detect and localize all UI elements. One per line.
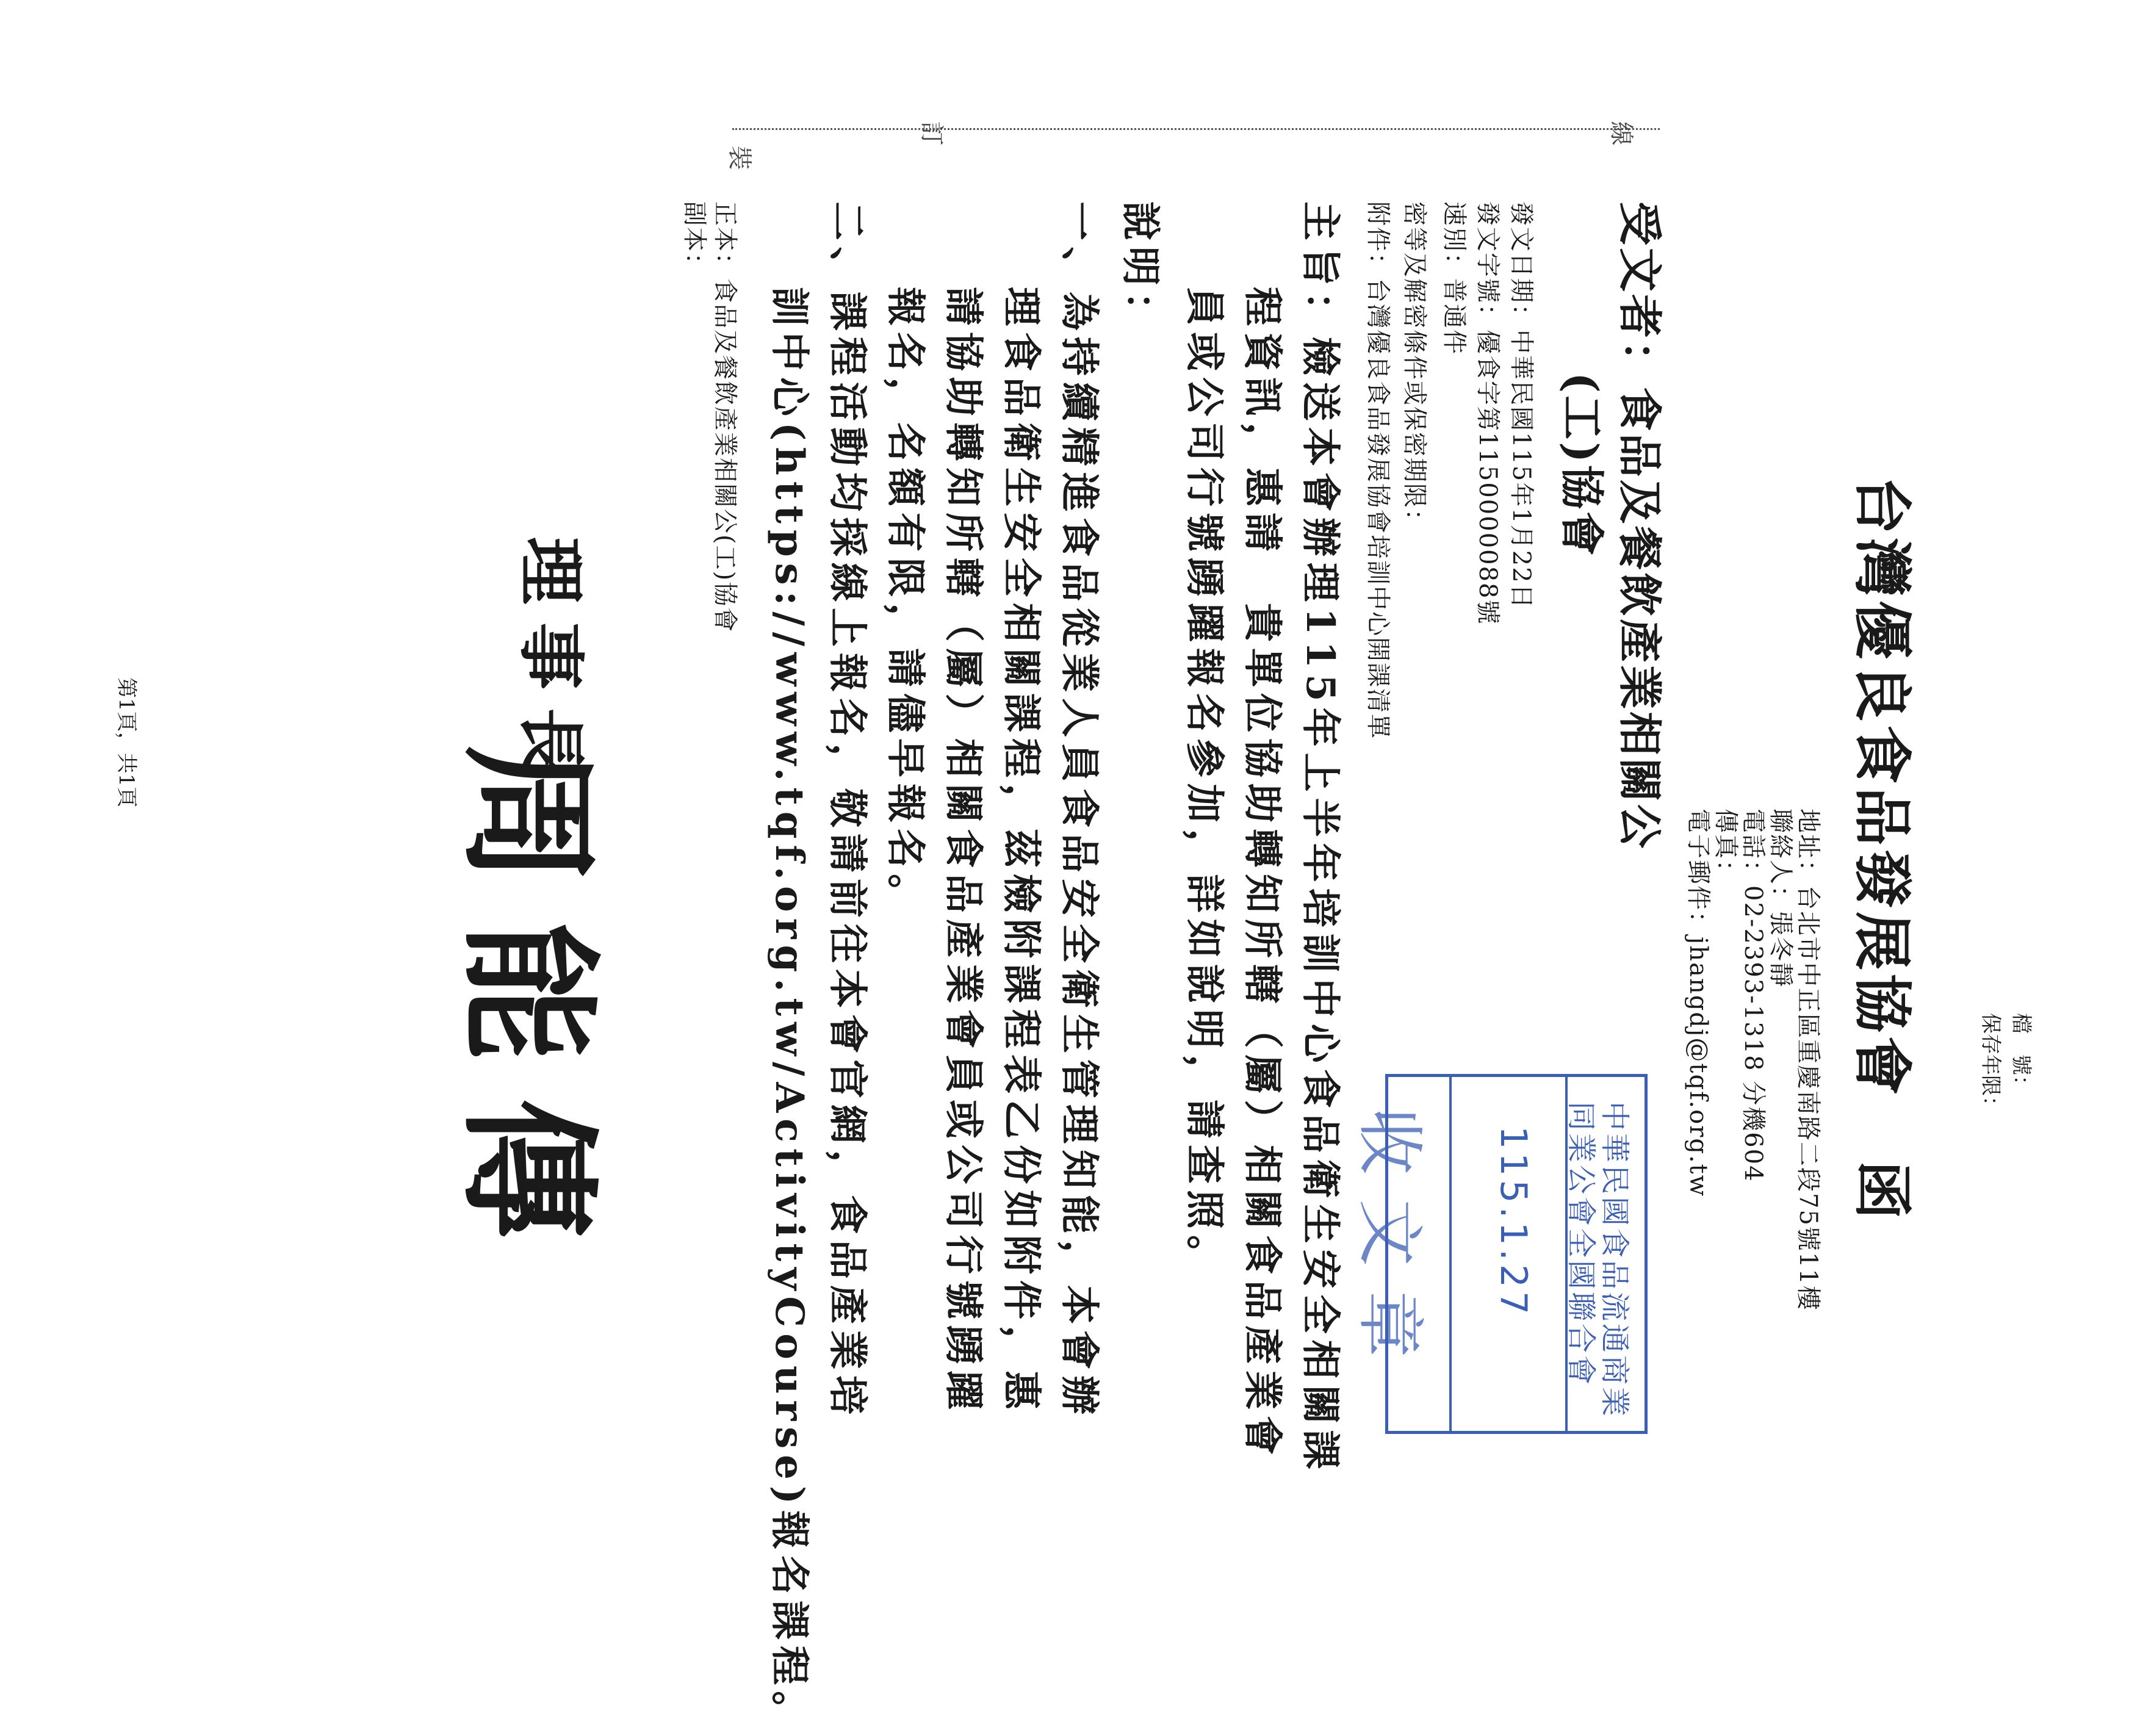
stamp-title: 收文章 xyxy=(1350,1108,1428,1382)
issue-date: 發文日期：中華民國115年1月22日 xyxy=(1507,201,1535,610)
stamp-date: 115.1.27 xyxy=(1492,1126,1535,1319)
stamp-org-line-2: 同業公會全國聯合會 xyxy=(1564,1101,1598,1388)
item-2-line-2: 訓中心(https://www.tqf.org.tw/ActivityCourse)報名課程。 xyxy=(766,287,812,1736)
explanation-label: 說明： xyxy=(1117,201,1163,337)
stamp-org-line-1: 中華民國食品流通商業 xyxy=(1598,1101,1632,1419)
binding-char-2: 訂 xyxy=(917,121,946,146)
contact-email: 電子郵件：jhangdj@tqf.org.tw xyxy=(1684,809,1712,1197)
subject-line-3: 員或公司行號踴躍報名參加，詳如說明，請查照。 xyxy=(1181,287,1227,1280)
binding-char-3: 線 xyxy=(1607,121,1635,146)
distribution-copy: 副本： xyxy=(680,201,708,278)
document-number: 發文字號：優食字第1150000088號 xyxy=(1474,201,1502,625)
item-1-line-3: 請協助轉知所轄（屬）相關食品產業會員或公司行號踴躍 xyxy=(940,287,986,1416)
recipient-continued: (工)協會 xyxy=(1556,372,1608,558)
distribution-main: 正本：食品及餐飲產業相關公(工)協會 xyxy=(711,201,739,633)
received-stamp xyxy=(1350,1074,1648,1434)
item-1-line-2: 理食品衛生安全相關課程，茲檢附課程表乙份如附件，惠 xyxy=(998,287,1044,1416)
contact-address: 地址：台北市中正區重慶南路二段75號11樓 xyxy=(1794,809,1822,1311)
chairman-signature: 周能傳 xyxy=(445,744,610,1276)
contact-person: 聯絡人：張冬靜 xyxy=(1767,809,1795,988)
subject-line-2: 程資訊，惠請 貴單位協助轉知所轄（屬）相關食品產業會 xyxy=(1239,287,1285,1461)
subject-line-1: 主旨：檢送本會辦理115年上半年培訓中心食品衛生安全相關課 xyxy=(1297,201,1343,1475)
recipient: 受文者：食品及餐飲產業相關公 xyxy=(1614,201,1666,851)
page-number: 第1頁，共1頁 xyxy=(114,677,139,808)
item-1-line-1: 一、為持續精進食品從業人員食品安全衛生管理知能，本會辦 xyxy=(1056,201,1102,1421)
binding-char-1: 裝 xyxy=(725,145,754,170)
item-1-line-4: 報名，名額有限，請儘早報名。 xyxy=(882,287,928,919)
file-number-label: 檔 號： xyxy=(2009,1013,2033,1096)
security-level: 密等及解密條件或保密期限： xyxy=(1400,201,1428,535)
item-2-line-1: 二、課程活動均採線上報名，敬請前往本會官網，食品產業培 xyxy=(824,201,870,1421)
delivery-speed: 速別：普通件 xyxy=(1440,201,1468,355)
chairman-title: 理事長 xyxy=(511,537,590,793)
attachment: 附件：台灣優良食品發展協會培訓中心開課清單 xyxy=(1364,201,1392,740)
binding-line xyxy=(732,128,1660,130)
document-title: 台灣優良食品發展協會 函 xyxy=(1848,476,1917,1223)
retention-label: 保存年限： xyxy=(1978,1013,2003,1117)
contact-fax: 傳真： xyxy=(1712,809,1740,885)
contact-phone: 電話：02-2393-1318 分機604 xyxy=(1739,809,1767,1183)
